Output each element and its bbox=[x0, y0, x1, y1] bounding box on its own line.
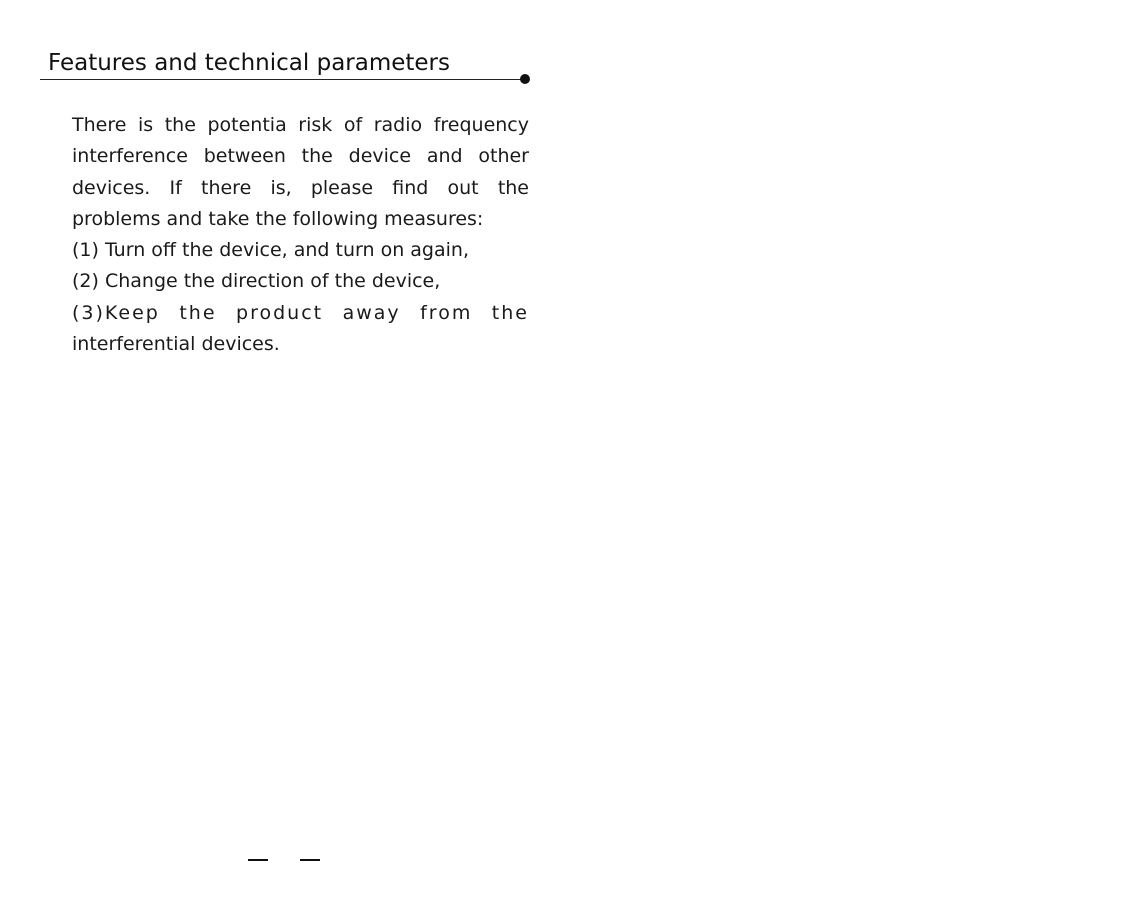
section-heading: Features and technical parameters bbox=[48, 50, 450, 76]
body-line: There is the potentia risk of radio frequency bbox=[72, 114, 529, 136]
body-line: problems and take the following measures: bbox=[72, 207, 484, 230]
measure-item-2: (2) Change the direction of the device, bbox=[72, 270, 441, 293]
page-mark-right bbox=[300, 859, 320, 861]
body-line: interference between the device and other bbox=[72, 145, 529, 168]
heading-underline bbox=[40, 79, 524, 80]
body-paragraph bbox=[72, 110, 529, 360]
measure-item-3: (3)Keep the product away from the bbox=[72, 301, 529, 324]
measure-item-1: (1) Turn off the device, and turn on again, bbox=[72, 239, 469, 262]
body-line: devices. If there is, please find out the bbox=[72, 176, 529, 199]
measure-item-3-continued: interferential devices. bbox=[72, 333, 280, 356]
page-mark-left bbox=[248, 859, 268, 861]
underline-end-dot bbox=[520, 74, 530, 84]
